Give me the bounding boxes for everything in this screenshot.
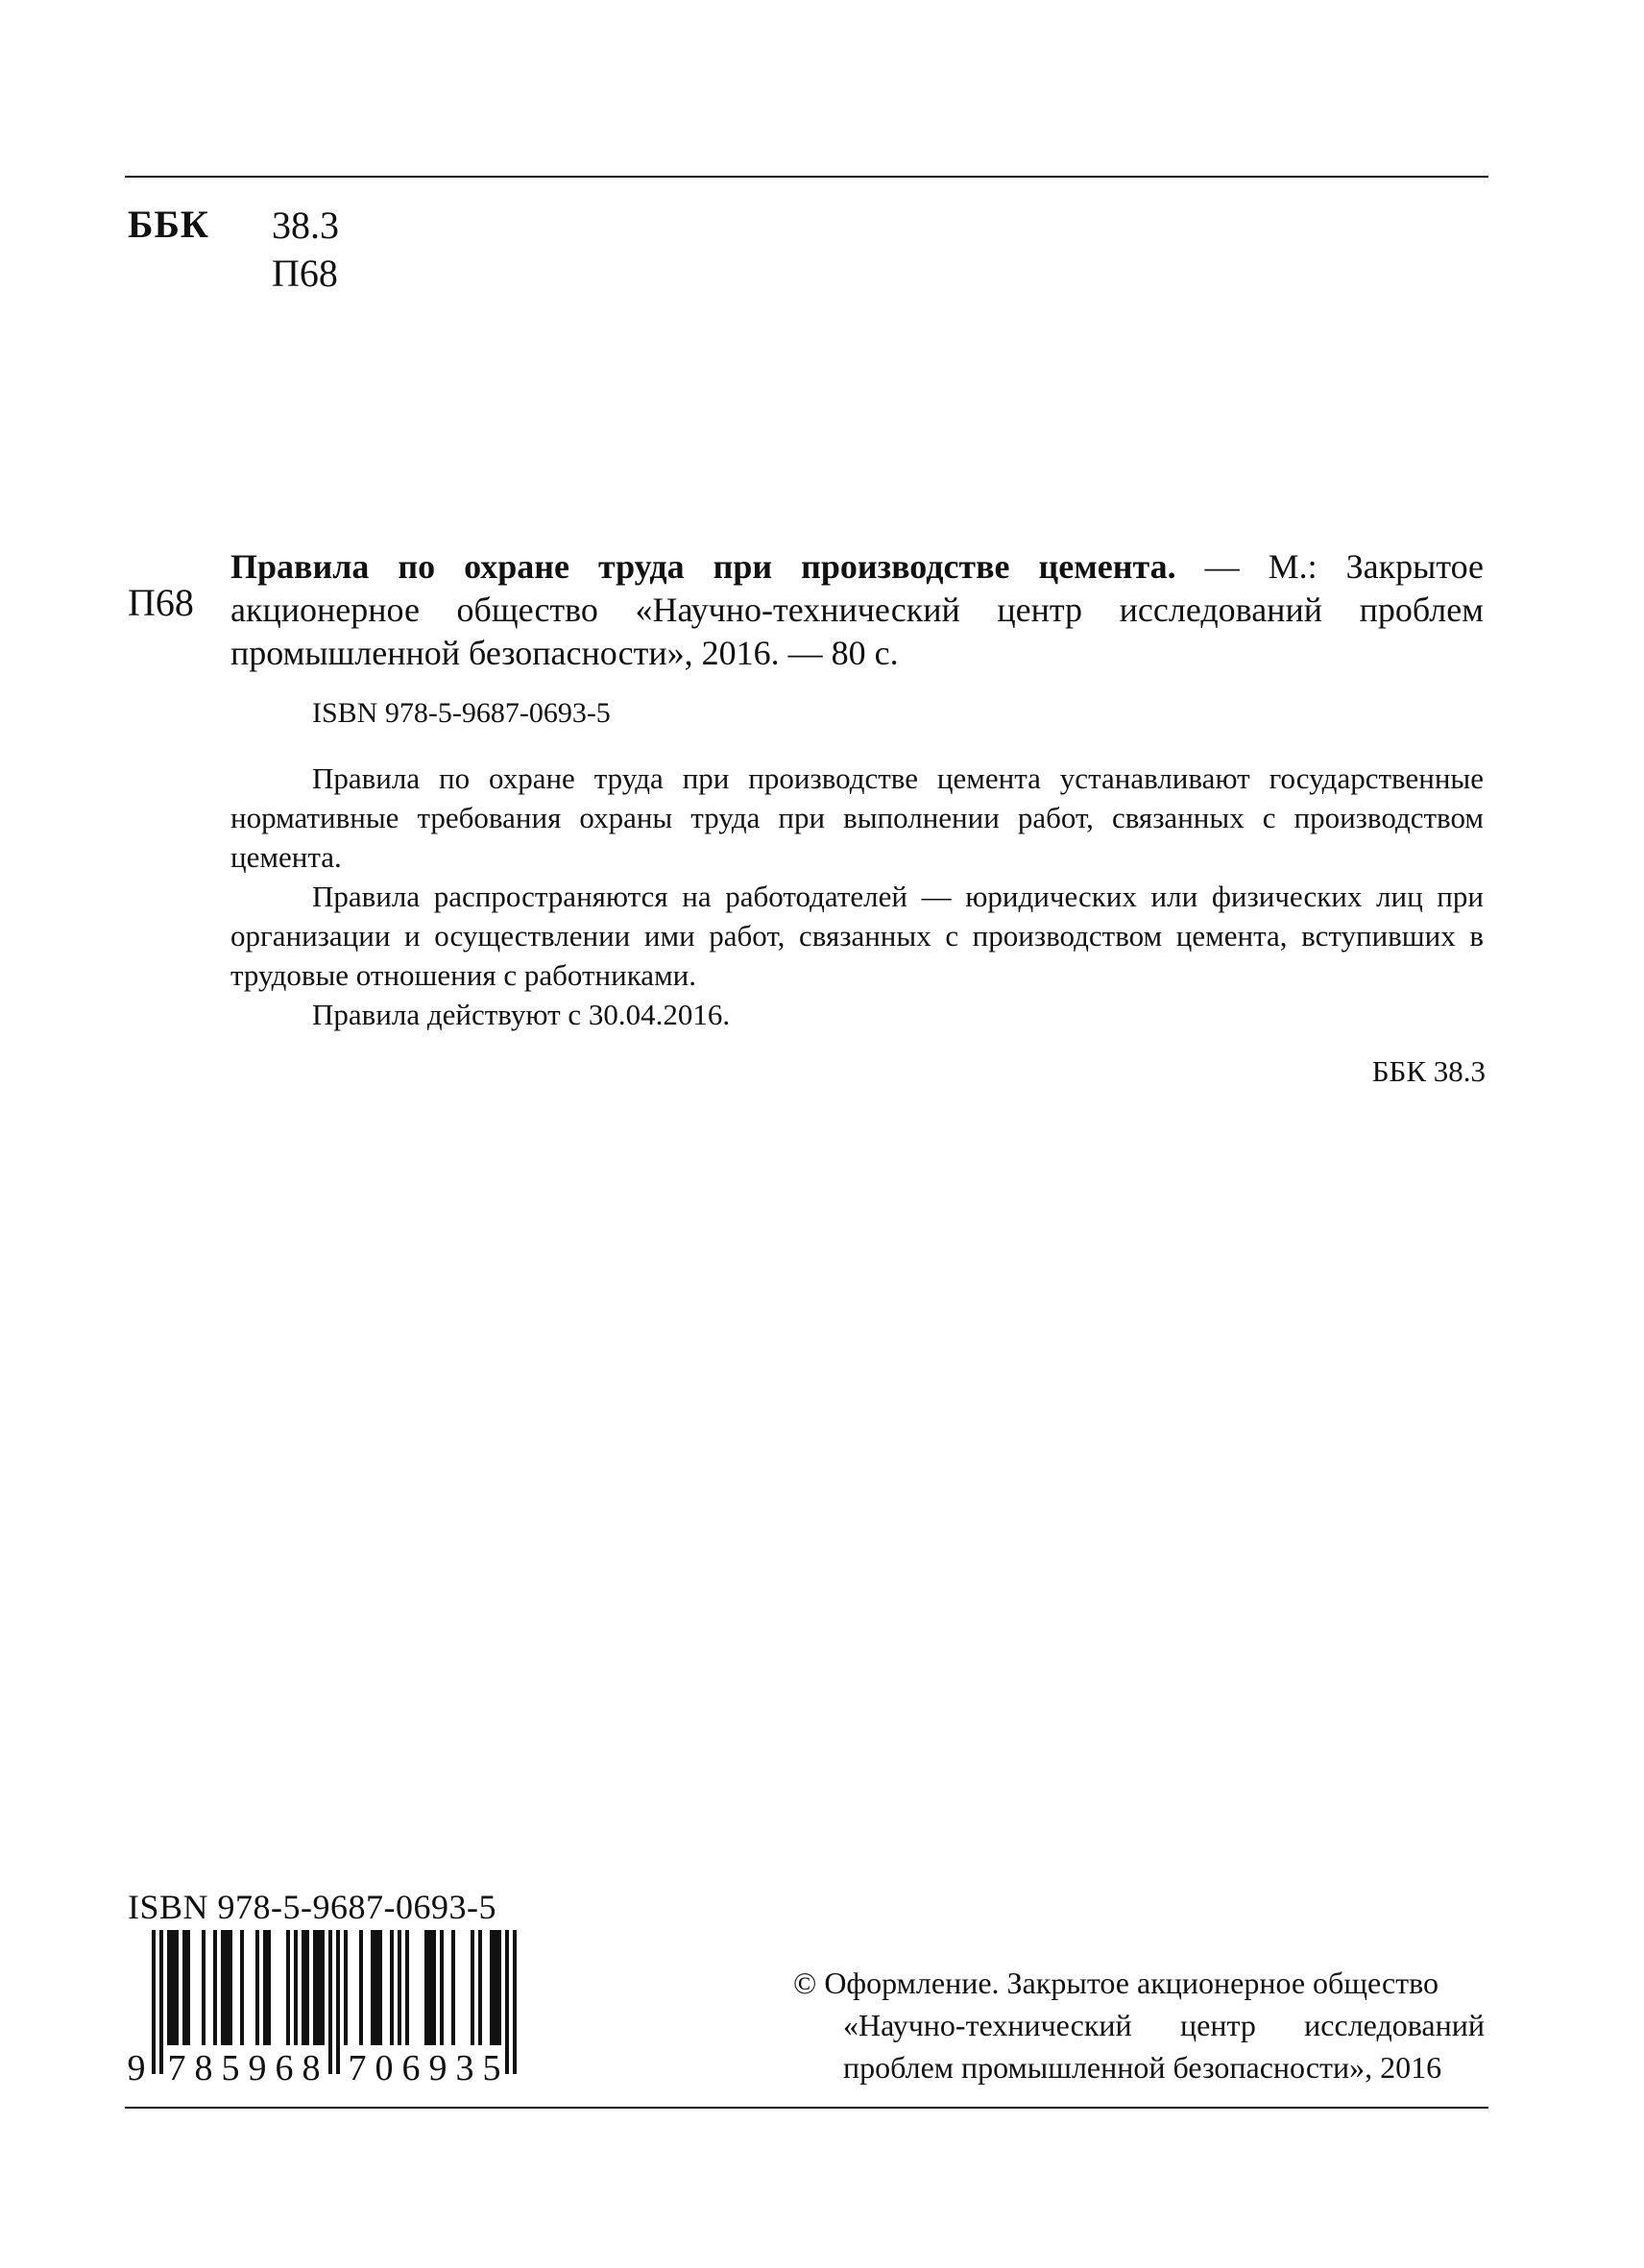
barcode-isbn: ISBN 978-5-9687-0693-5 bbox=[128, 1888, 496, 1926]
barcode-bar bbox=[378, 1930, 382, 2045]
barcode-bar bbox=[240, 1930, 244, 2045]
bbk-code-block bbox=[272, 202, 339, 298]
barcode-bar bbox=[213, 1930, 217, 2045]
bibliographic-entry bbox=[230, 545, 1484, 675]
barcode-bar bbox=[494, 1930, 497, 2045]
author-mark: П68 bbox=[272, 252, 338, 295]
barcode-digit: 5 bbox=[221, 2048, 240, 2084]
barcode-digit: 7 bbox=[167, 2048, 186, 2084]
barcode-digit: 9 bbox=[428, 2048, 447, 2084]
annotation-paragraph: Правила действуют с 30.04.2016. bbox=[312, 998, 731, 1031]
barcode-bar bbox=[428, 1930, 432, 2045]
bbk-code: 38.3 bbox=[272, 204, 339, 247]
barcode-digit: 8 bbox=[302, 2048, 321, 2084]
barcode-bar bbox=[440, 1930, 444, 2045]
barcode-digit: 3 bbox=[455, 2048, 474, 2084]
barcode-bar bbox=[305, 1930, 309, 2045]
barcode-bar bbox=[405, 1930, 409, 2045]
isbn-line: ISBN 978-5-9687-0693-5 bbox=[312, 697, 611, 729]
barcode-bar bbox=[328, 1930, 332, 2074]
book-title: Правила по охране труда при производстве цемента. bbox=[230, 547, 1176, 586]
barcode-bar bbox=[221, 1930, 225, 2045]
barcode-bar bbox=[359, 1930, 363, 2045]
barcode-digit: 7 bbox=[348, 2048, 367, 2084]
author-mark-side: П68 bbox=[128, 581, 194, 624]
barcode-bar bbox=[513, 1930, 517, 2074]
annotation-paragraph: Правила распространяются на работодателей — юридических или физических лиц при организации и осуществлении ими работ, связанных с производством цемента, вступивших в трудовые отношения с работниками. bbox=[230, 880, 1484, 992]
barcode-bar bbox=[286, 1930, 290, 2045]
imprint: — М.: Закрытое акционерное общество «Научно-технический центр исследований проблем промышленной безопасности», 2016. — 80 с. bbox=[230, 547, 1484, 672]
barcode-bar bbox=[371, 1930, 375, 2045]
barcode-bar bbox=[471, 1930, 474, 2045]
copyright-block bbox=[793, 1962, 1485, 2088]
barcode-bar bbox=[182, 1930, 186, 2045]
barcode-bar bbox=[202, 1930, 206, 2045]
barcode-digit: 6 bbox=[401, 2048, 421, 2084]
barcode-bar bbox=[225, 1930, 229, 2045]
bbk-index-right: ББК 38.3 bbox=[1371, 1054, 1486, 1088]
barcode-bar bbox=[375, 1930, 378, 2045]
bbk-label: ББК bbox=[128, 203, 209, 246]
barcode-bar bbox=[313, 1930, 317, 2045]
copyright-line: «Научно-технический центр исследований bbox=[843, 2008, 1485, 2042]
barcode-bar bbox=[263, 1930, 267, 2045]
top-rule bbox=[125, 176, 1488, 178]
bottom-rule bbox=[125, 2107, 1488, 2109]
barcode-bar bbox=[152, 1930, 156, 2074]
barcode-bar bbox=[390, 1930, 394, 2045]
copyright-line: © Оформление. Закрытое акционерное общество bbox=[793, 1966, 1439, 2000]
barcode-bar bbox=[451, 1930, 455, 2045]
barcode-digit: 5 bbox=[482, 2048, 501, 2084]
barcode-bar bbox=[229, 1930, 232, 2045]
barcode-bar bbox=[159, 1930, 163, 2074]
barcode-digit: 9 bbox=[248, 2048, 267, 2084]
barcode-digit: 8 bbox=[194, 2048, 213, 2084]
barcode-bar bbox=[505, 1930, 509, 2074]
barcode-bar bbox=[167, 1930, 171, 2045]
barcode-bar bbox=[175, 1930, 179, 2045]
barcode-digit: 9 bbox=[127, 2048, 146, 2084]
barcode-bar bbox=[255, 1930, 259, 2045]
barcode-bar bbox=[497, 1930, 501, 2045]
barcode-bar bbox=[398, 1930, 401, 2045]
barcode-digit: 0 bbox=[375, 2048, 394, 2084]
barcode-bar bbox=[336, 1930, 340, 2074]
barcode-digit: 6 bbox=[275, 2048, 294, 2084]
isbn-barcode bbox=[125, 1930, 528, 2084]
barcode-bar bbox=[294, 1930, 298, 2045]
barcode-bar bbox=[432, 1930, 436, 2045]
barcode-digits bbox=[128, 2048, 501, 2084]
annotation-paragraph: Правила по охране труда при производстве цемента устанавливают государственные нормативные требования охраны труда при выполнении работ, связанных с производством цемента. bbox=[230, 761, 1484, 874]
barcode-bar bbox=[321, 1930, 325, 2045]
barcode-bar bbox=[171, 1930, 175, 2045]
copyright-line: проблем промышленной безопасности», 2016 bbox=[843, 2050, 1442, 2085]
barcode-bar bbox=[317, 1930, 321, 2045]
barcode-bar bbox=[344, 1930, 348, 2045]
barcode-bar bbox=[478, 1930, 482, 2045]
barcode-bar bbox=[490, 1930, 494, 2045]
barcode-bar bbox=[302, 1930, 305, 2045]
annotation bbox=[230, 759, 1484, 1034]
barcode-bar bbox=[186, 1930, 190, 2045]
barcode-bar bbox=[424, 1930, 428, 2045]
barcode-bar bbox=[267, 1930, 271, 2045]
